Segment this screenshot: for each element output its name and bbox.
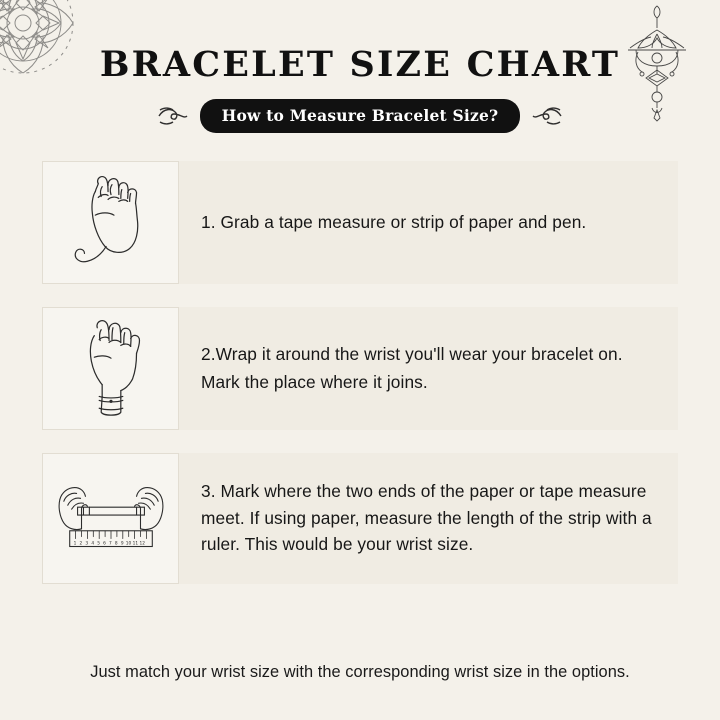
svg-text:2: 2: [79, 541, 82, 547]
hand-with-wrist-tape-illustration: [42, 307, 179, 430]
page-title: BRACELET SIZE CHART: [99, 44, 621, 85]
flourish-left-icon: [156, 103, 190, 129]
flourish-right-icon: [530, 103, 564, 129]
svg-text:3: 3: [84, 541, 88, 547]
svg-text:11: 11: [132, 541, 138, 547]
svg-text:5: 5: [96, 541, 100, 547]
footer-note: Just match your wrist size with the corresponding wrist size in the options.: [90, 663, 630, 681]
subtitle-row: [0, 99, 720, 133]
svg-text:8: 8: [114, 541, 118, 547]
svg-text:1: 1: [73, 541, 76, 547]
step-item: [42, 307, 678, 430]
svg-text:9: 9: [120, 541, 124, 547]
svg-text:12: 12: [139, 541, 145, 547]
hands-measuring-paper-with-ruler-illustration: [42, 453, 179, 584]
step-text: 1. Grab a tape measure or strip of paper and pen.: [201, 211, 587, 232]
step-text: 3. Mark where the two ends of the paper or tape measure meet. If using paper, measure the length of the strip with a ruler. This would be your wrist size.: [201, 480, 652, 555]
steps-list: [0, 161, 720, 584]
step-item: [42, 453, 678, 584]
svg-text:6: 6: [102, 541, 106, 547]
fist-hand-with-tape-illustration: [42, 161, 179, 284]
header: [0, 0, 720, 133]
step-text: 2.Wrap it around the wrist you'll wear your bracelet on. Mark the place where it joins.: [201, 343, 623, 392]
svg-text:4: 4: [90, 541, 94, 547]
svg-text:7: 7: [108, 541, 112, 547]
step-item: [42, 161, 678, 284]
subtitle-pill: How to Measure Bracelet Size?: [200, 99, 521, 133]
svg-text:10: 10: [125, 541, 131, 547]
